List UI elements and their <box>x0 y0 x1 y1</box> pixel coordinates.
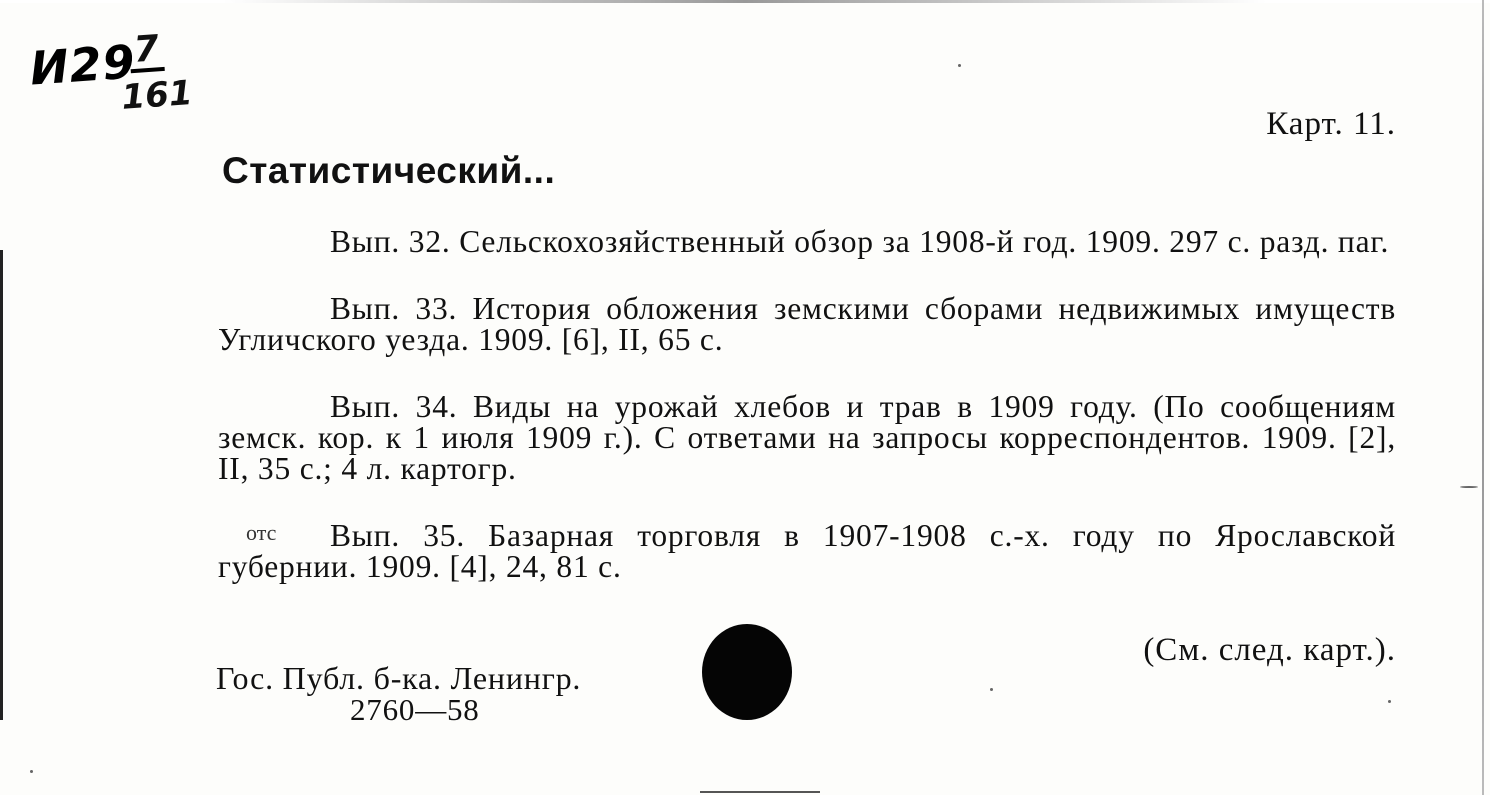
card-left-edge <box>0 250 3 720</box>
entry-issue-34: Вып. 34. Виды на урожай хлебов и трав в 1909 году. (По сообщениям земск. кор. к 1 июля 1909 г.). С ответами на запросы корреспондентов. 1909. [2], II, 35 с.; 4 л. картогр. <box>218 389 1396 486</box>
paper-speck <box>990 688 993 691</box>
paper-speck <box>1460 486 1478 488</box>
entry-list <box>218 226 1396 582</box>
card-top-edge <box>0 0 1490 3</box>
card-number: Карт. 11. <box>1266 106 1396 142</box>
handwritten-shelfmark: И29 <box>28 34 138 96</box>
paper-speck <box>30 770 33 773</box>
paper-speck <box>958 64 961 67</box>
card-bottom-edge <box>700 791 820 793</box>
card-punch-hole <box>702 624 792 720</box>
see-next-card-note: (См. след. карт.). <box>1143 632 1396 668</box>
shelfmark-numerator: 7 <box>128 31 165 73</box>
card-right-edge <box>1482 0 1484 795</box>
library-stamp <box>216 662 581 726</box>
card-heading: Статистический... <box>222 150 556 191</box>
absence-mark: отс <box>246 520 277 545</box>
handwritten-shelfmark-fraction <box>117 28 194 118</box>
paper-speck <box>1388 700 1391 703</box>
entry-issue-33: Вып. 33. История обложения земскими сборами недвижимых имуществ Угличского уезда. 1909. [6], II, 65 с. <box>218 291 1396 357</box>
entry-issue-32: Вып. 32. Сельскохозяйственный обзор за 1908-й год. 1909. 297 с. разд. паг. <box>330 224 1390 259</box>
shelfmark-denominator: 161 <box>120 72 194 118</box>
library-code: 2760—58 <box>350 692 480 727</box>
library-name: Гос. Публ. б-ка. Ленингр. <box>216 660 582 696</box>
entry-issue-35: Вып. 35. Базарная торговля в 1907-1908 с.-х. году по Ярославской губернии. 1909. [4], 24, 81 с. <box>218 518 1396 584</box>
entry-issue-35-wrapper <box>218 520 1396 582</box>
